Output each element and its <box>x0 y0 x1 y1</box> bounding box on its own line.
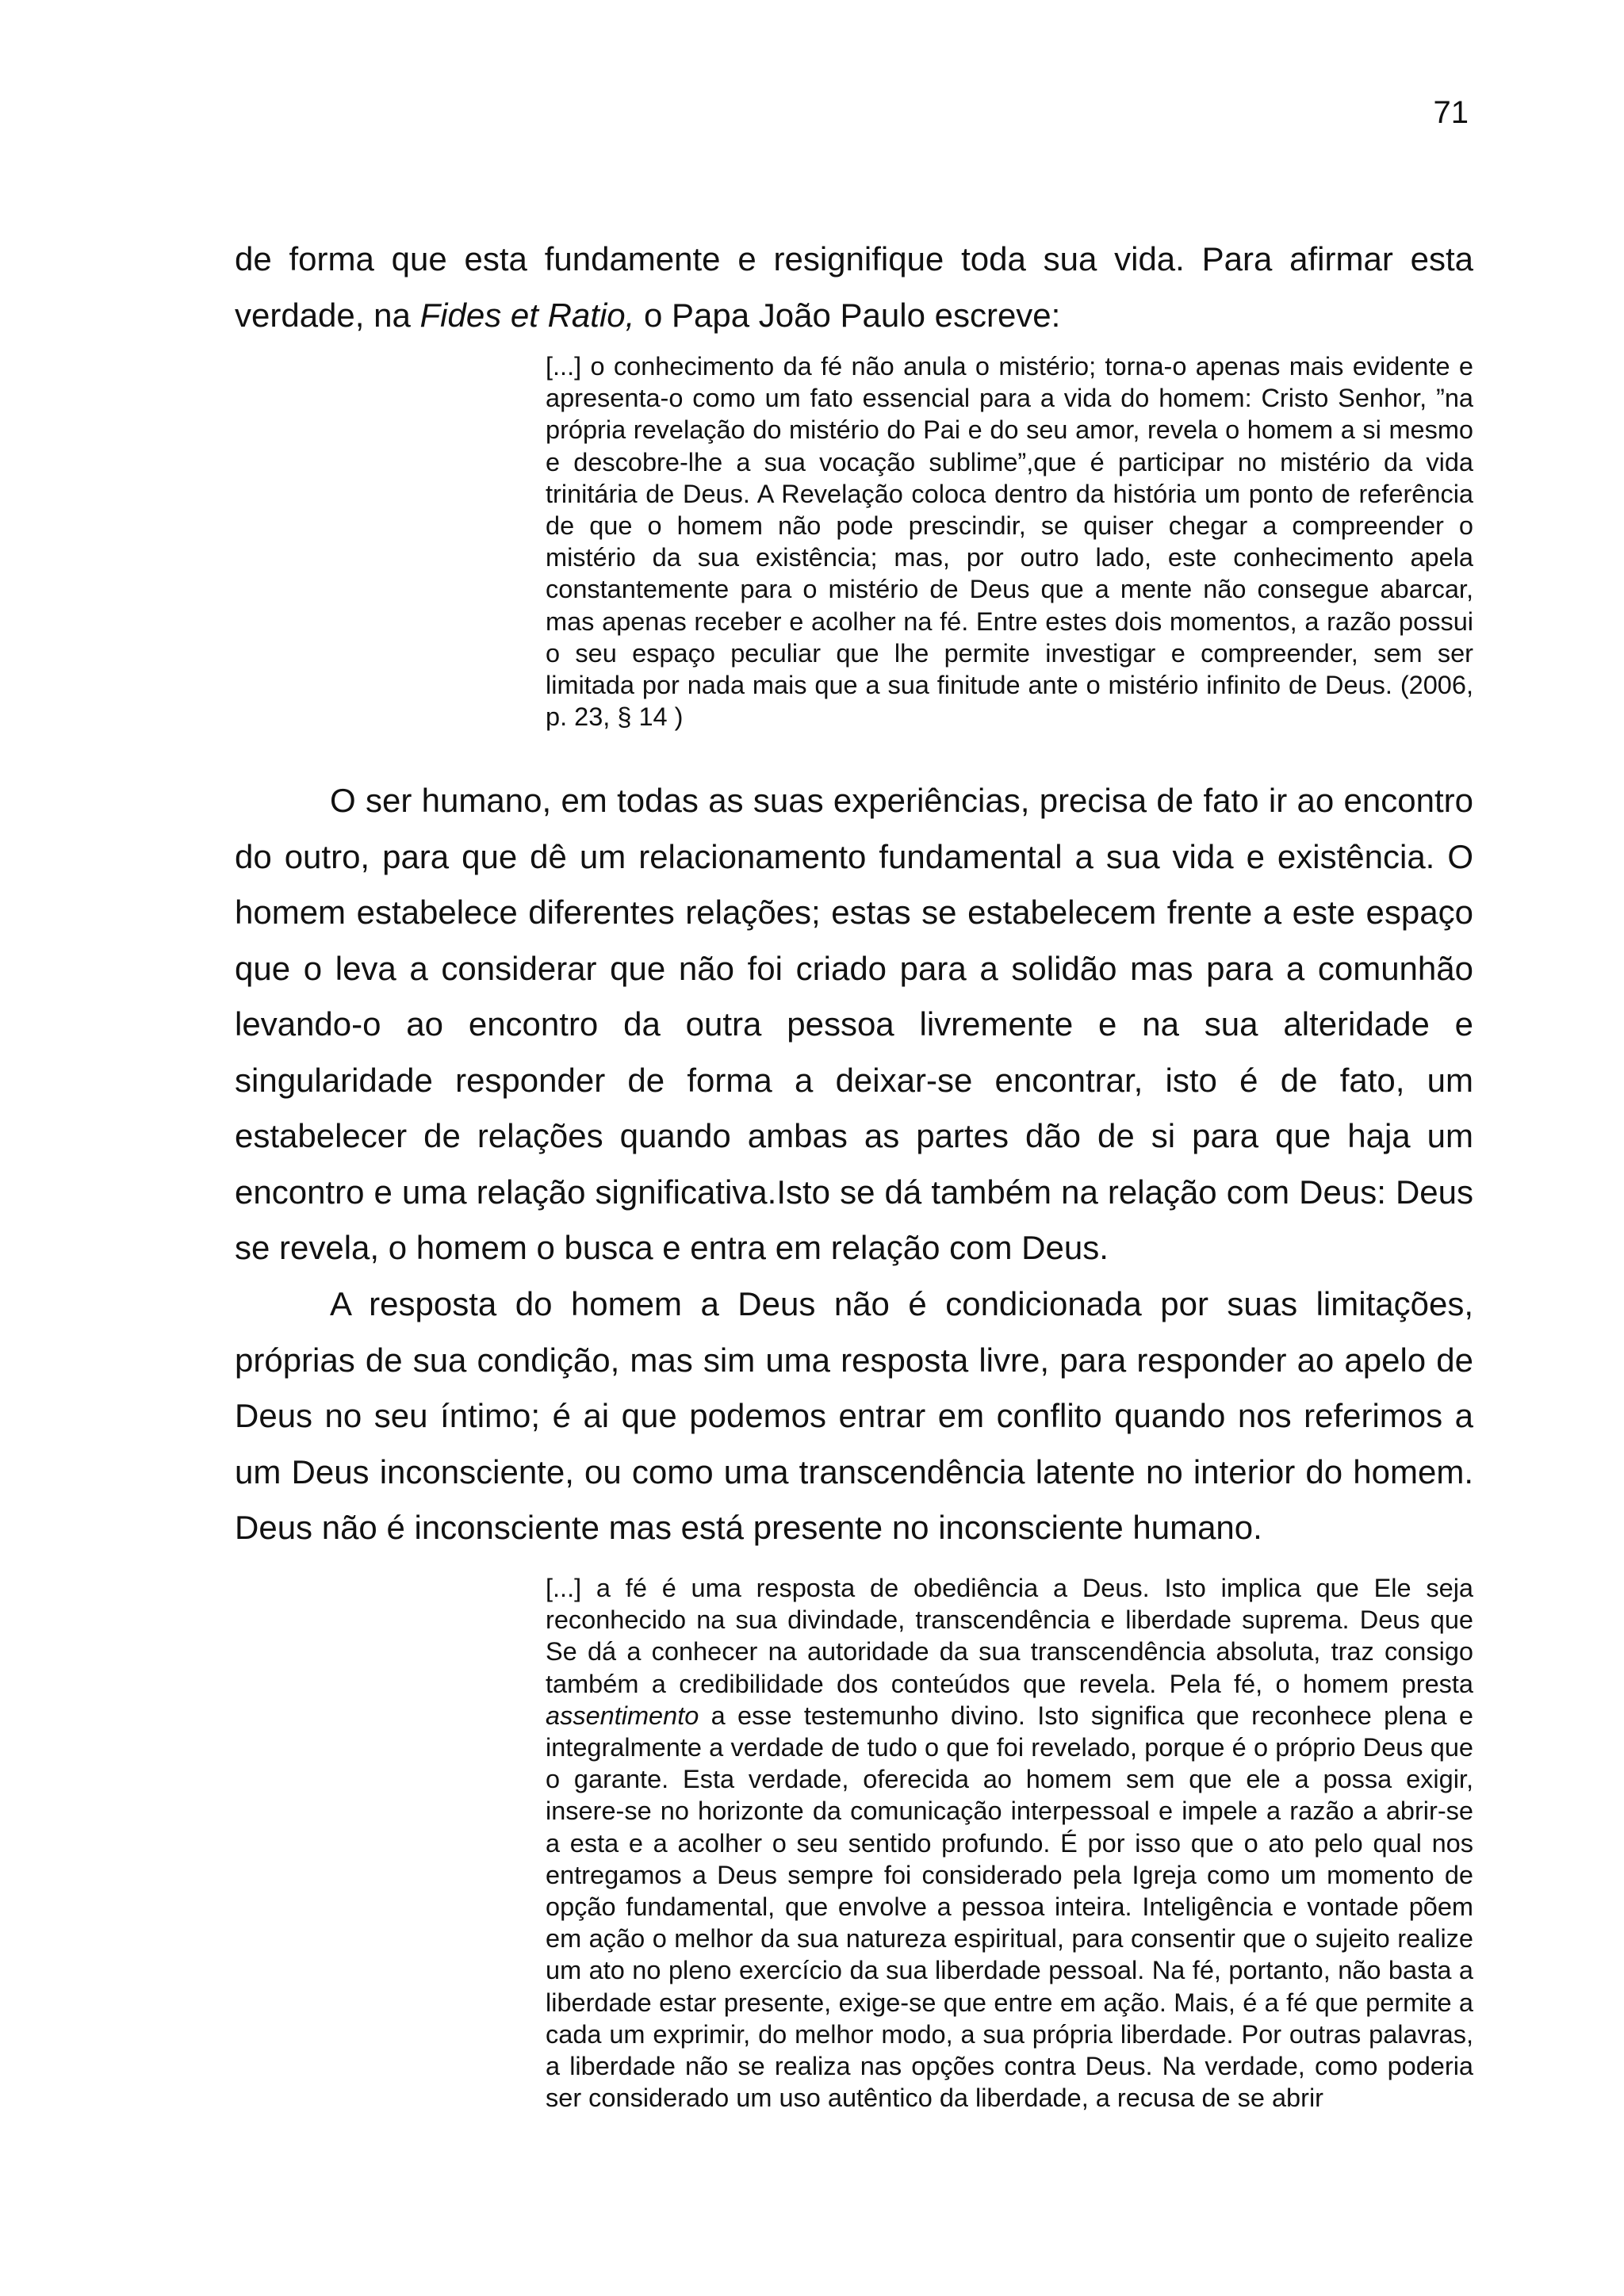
intro-text-before: de forma que esta fundamente e resignifique toda sua vida. Para afirmar esta verdade, na <box>235 240 1473 334</box>
intro-paragraph <box>235 232 1473 343</box>
quote2-text-after: a esse testemunho divino. Isto significa que reconhece plena e integralmente a verdade de tudo o que foi revelado, porque é o próprio Deus que o garante. Esta verdade, oferecida ao homem sem que ele a possa exigir, insere-se no horizonte da comunicação interpessoal e impele a razão a abrir-se a esta e a acolher o seu sentido profundo. É por isso que o ato pelo qual nos entregamos a Deus sempre foi considerado pela Igreja como um momento de opção fundamental, que envolve a pessoa inteira. Inteligência e vontade põem em ação o melhor da sua natureza espiritual, para consentir que o sujeito realize um ato no pleno exercício da sua liberdade pessoal. Na fé, portanto, não basta a liberdade estar presente, exige-se que entre em ação. Mais, é a fé que permite a cada um exprimir, do melhor modo, a sua própria liberdade. Por outras palavras, a liberdade não se realiza nas opções contra Deus. Na verdade, como poderia ser considerado um uso autêntico da liberdade, a recusa de se abrir <box>546 1701 1473 2113</box>
body-paragraph-relations: O ser humano, em todas as suas experiências, precisa de fato ir ao encontro do outro, para que dê um relacionamento fundamental a sua vida e existência. O homem estabelece diferentes relações; estas se estabelecem frente a este espaço que o leva a considerar que não foi criado para a solidão mas para a comunhão levando-o ao encontro da outra pessoa livremente e na sua alteridade e singularidade responder de forma a deixar-se encontrar, isto é de fato, um estabelecer de relações quando ambas as partes dão de si para que haja um encontro e uma relação significativa.Isto se dá também na relação com Deus: Deus se revela, o homem o busca e entra em relação com Deus. <box>235 782 1473 1266</box>
block-quote-faith-obedience <box>546 1572 1473 2114</box>
quote2-text-before: [...] a fé é uma resposta de obediência a Deus. Isto implica que Ele seja reconhecido na sua divindade, transcendência e liberdade suprema. Deus que Se dá a conhecer na autoridade da sua transcendência absoluta, traz consigo também a credibilidade dos conteúdos que revela. Pela fé, o homem presta <box>546 1574 1473 1698</box>
block-quote-fides-et-ratio: [...] o conhecimento da fé não anula o mistério; torna-o apenas mais evidente e apresenta-o como um fato essencial para a vida do homem: Cristo Senhor, ”na própria revelação do mistério do Pai e do seu amor, revela o homem a si mesmo e descobre-lhe a sua vocação sublime”,que é participar no mistério da vida trinitária de Deus. A Revelação coloca dentro da história um ponto de referência de que o homem não pode prescindir, se quiser chegar a compreender o mistério da sua existência; mas, por outro lado, este conhecimento apela constantemente para o mistério de Deus que a mente não consegue abarcar, mas apenas receber e acolher na fé. Entre estes dois momentos, a razão possui o seu espaço peculiar que lhe permite investigar e compreender, sem ser limitada por nada mais que a sua finitude ante o mistério infinito de Deus. (2006, p. 23, § 14 ) <box>546 352 1473 732</box>
intro-text-after: o Papa João Paulo escreve: <box>634 296 1061 334</box>
book-title: Fides et Ratio, <box>419 296 635 334</box>
body-paragraph-response: A resposta do homem a Deus não é condicionada por suas limitações, próprias de sua condição, mas sim uma resposta livre, para responder ao apelo de Deus no seu íntimo; é ai que podemos entrar em conflito quando nos referimos a um Deus inconsciente, ou como uma transcendência latente no interior do homem. Deus não é inconsciente mas está presente no inconsciente humano. <box>235 1285 1473 1546</box>
page-number: 71 <box>1433 95 1469 130</box>
quote2-italic-word: assentimento <box>546 1701 699 1730</box>
